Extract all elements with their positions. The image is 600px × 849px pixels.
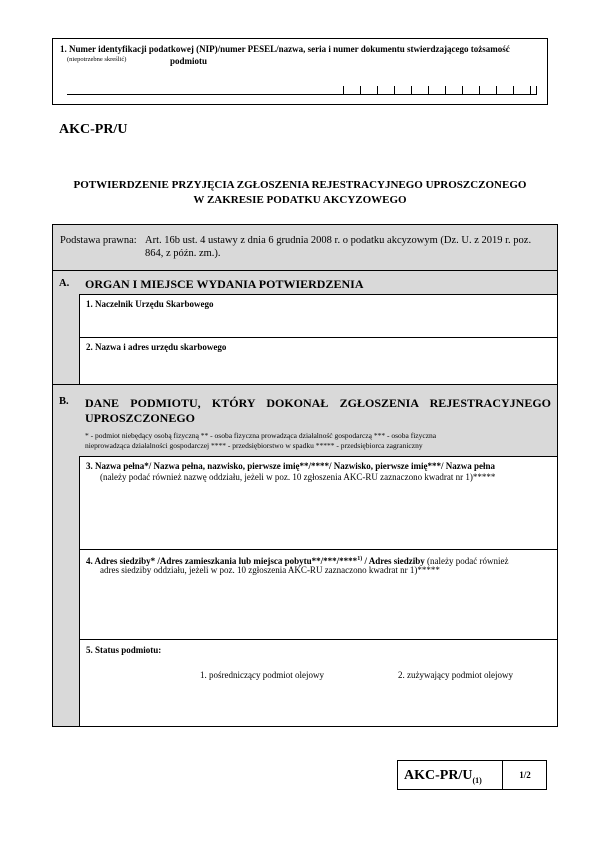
identification-note: (niepotrzebne skreślić) bbox=[67, 56, 127, 63]
entity-address-note-a: (należy podać również bbox=[427, 556, 509, 566]
entity-address-footnote: 1) bbox=[357, 556, 363, 562]
legal-basis-label: Podstawa prawna: bbox=[60, 235, 137, 246]
footer-form-code bbox=[404, 767, 482, 789]
footer-code-text: AKC-PR/U bbox=[404, 768, 473, 783]
document-title-line2: W ZAKRESIE PODATKU AKCYZOWEGO bbox=[193, 194, 407, 206]
section-a-title: ORGAN I MIEJSCE WYDANIA POTWIERDZENIA bbox=[85, 277, 364, 291]
tax-office-head-field[interactable] bbox=[79, 294, 558, 342]
legal-basis-box bbox=[52, 224, 558, 271]
entity-name-label: 3. Nazwa pełna*/ Nazwa pełna, nazwisko, pierwsze imię**/****/ Nazwisko, pierwsze imię***/ Nazwa pełna bbox=[86, 461, 495, 471]
tax-office-head-label: 1. Naczelnik Urzędu Skarbowego bbox=[86, 299, 214, 309]
entity-status-field bbox=[79, 639, 558, 727]
tax-office-address-label: 2. Nazwa i adres urzędu skarbowego bbox=[86, 342, 227, 352]
identification-label-end: podmiotu bbox=[170, 56, 208, 66]
status-option-consuming[interactable]: 2. zużywający podmiot olejowy bbox=[398, 670, 513, 680]
status-option-intermediary[interactable]: 1. pośredniczący podmiot olejowy bbox=[200, 670, 324, 680]
section-a bbox=[52, 270, 558, 385]
section-b-letter: B. bbox=[59, 396, 69, 407]
identification-input[interactable] bbox=[67, 85, 537, 95]
page-number: 1/2 bbox=[519, 770, 531, 780]
footer-code-sub: (1) bbox=[472, 775, 482, 785]
entity-address-label: 4. Adres siedziby* /Adres zamieszkania lub miejsca pobytu**/***/**** bbox=[86, 556, 358, 566]
section-b-title-line1: DANE PODMIOTU, KTÓRY DOKONAŁ ZGŁOSZENIA REJESTRACYJNEGO bbox=[85, 396, 551, 410]
legal-basis-text: Art. 16b ust. 4 ustawy z dnia 6 grudnia 2008 r. o podatku akcyzowym (Dz. U. z 2019 r. poz. 864, z późn. zm.). bbox=[145, 235, 532, 259]
identification-label: 1. Numer identyfikacji podatkowej (NIP)/numer PESEL/nazwa, seria i numer dokumentu stwierdzającego tożsamość bbox=[60, 44, 510, 54]
entity-status-label: 5. Status podmiotu: bbox=[86, 645, 162, 655]
entity-name-note: (należy podać również nazwę oddziału, jeżeli w poz. 10 zgłoszenia AKC-RU zaznaczono kwadrat nr 1)***** bbox=[100, 472, 496, 482]
form-code: AKC-PR/U bbox=[59, 122, 128, 137]
section-b bbox=[52, 384, 558, 727]
section-a-letter: A. bbox=[59, 278, 70, 289]
status-legend bbox=[85, 431, 555, 451]
entity-address-label-b: / Adres siedziby bbox=[364, 556, 425, 566]
status-legend-line1: * - podmiot niebędący osobą fizyczną ** - osoba fizyczna prowadząca działalność gospodarczą *** - osoba fizyczna bbox=[85, 431, 437, 440]
identification-box bbox=[52, 38, 548, 105]
document-title-line1: POTWIERDZENIE PRZYJĘCIA ZGŁOSZENIA REJESTRACYJNEGO UPROSZCZONEGO bbox=[73, 179, 527, 191]
document-title bbox=[40, 178, 560, 208]
entity-address-field[interactable] bbox=[79, 549, 558, 640]
footer-divider bbox=[502, 761, 503, 789]
status-legend-line2: nieprowadząca działalności gospodarczej **** - przedsiębiorstwo w spadku ***** - przedsiębiorca zagraniczny bbox=[85, 441, 423, 450]
entity-address-note-b: adres siedziby oddziału, jeżeli w poz. 10 zgłoszenia AKC-RU zaznaczono kwadrat nr 1)***** bbox=[100, 565, 440, 575]
entity-name-field[interactable] bbox=[79, 456, 558, 550]
footer-form-code-box bbox=[397, 760, 547, 790]
tax-office-address-field[interactable] bbox=[79, 337, 558, 385]
section-b-title-line2: UPROSZCZONEGO bbox=[85, 411, 196, 425]
